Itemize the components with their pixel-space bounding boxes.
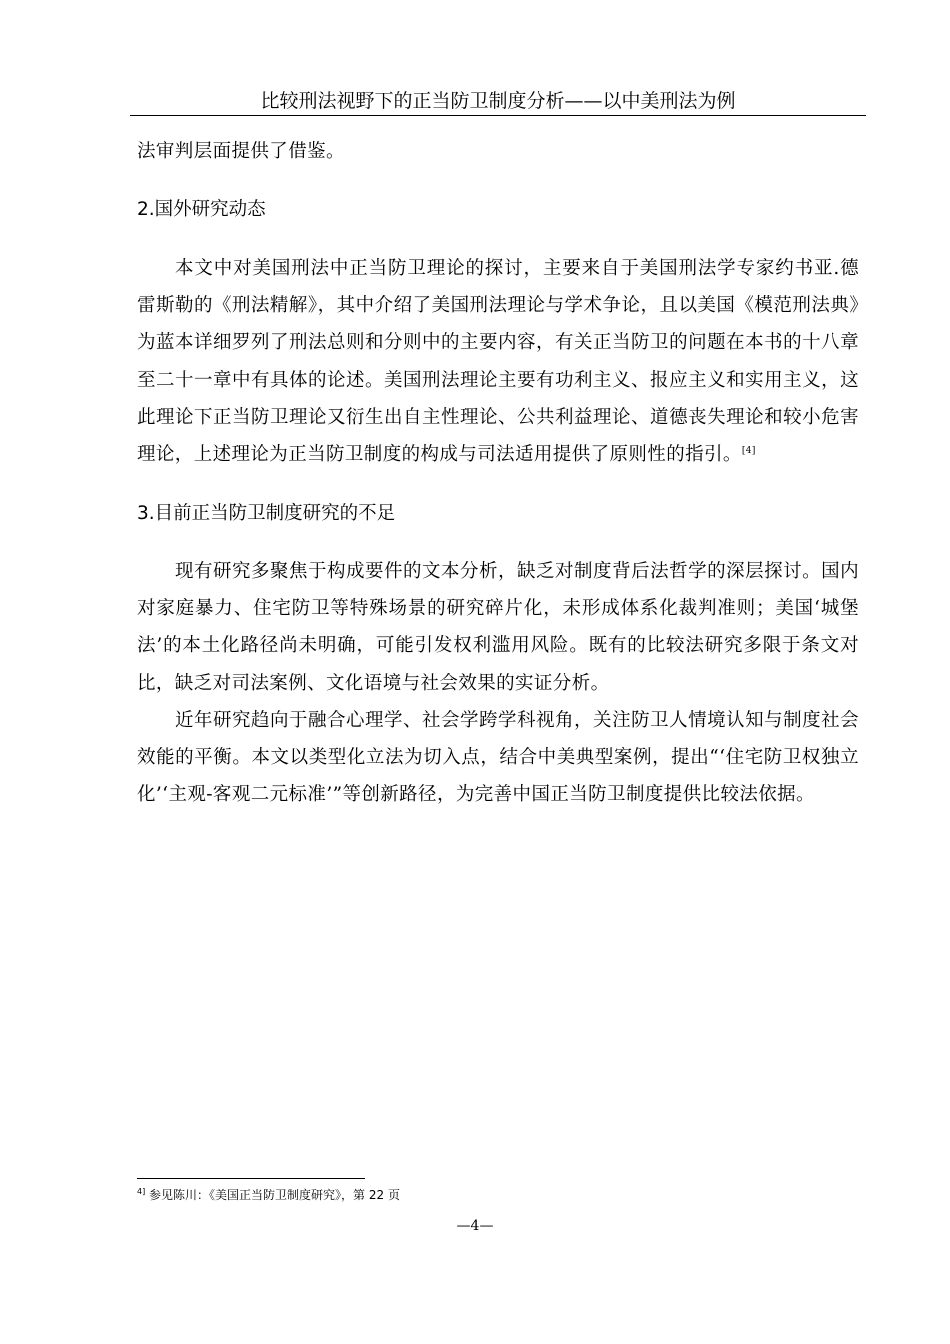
section2-body xyxy=(137,250,859,473)
paragraph-foreign-research-text: 本文中对美国刑法中正当防卫理论的探讨，主要来自于美国刑法学专家约书亚.德雷斯勒的《刑法精解》，其中介绍了美国刑法理论与学术争论，且以美国《模范刑法典》为蓝本详细罗列了刑法总则和分则中的主要内容，有关正当防卫的问题在本书的十八章至二十一章中有具体的论述。美国刑法理论主要有功利主义、报应主义和实用主义，这此理论下正当防卫理论又衍生出自主性理论、公共利益理论、道德丧失理论和较小危害理论，上述理论为正当防卫制度的构成与司法适用提供了原则性的指引。 xyxy=(137,258,859,466)
paragraph-recent-trends: 近年研究趋向于融合心理学、社会学跨学科视角，关注防卫人情境认知与制度社会效能的平衡。本文以类型化立法为切入点，结合中美典型案例，提出“‘住宅防卫权独立化’‘主观-客观二元标准’”等创新路径，为完善中国正当防卫制度提供比较法依据。 xyxy=(137,709,859,806)
continuation-text: 法审判层面提供了借鉴。 xyxy=(137,141,345,162)
section-heading-research-gaps: 3.目前正当防卫制度研究的不足 xyxy=(137,503,396,524)
footnote-text: 参见陈川：《美国正当防卫制度研究》，第 22 页 xyxy=(149,1188,400,1202)
page-number: —4— xyxy=(456,1218,494,1234)
citation-marker[interactable]: [4] xyxy=(741,445,756,456)
footnote-marker: 4] xyxy=(137,1187,146,1196)
continuation-text-block xyxy=(137,133,859,170)
paragraph-foreign-research xyxy=(137,250,859,473)
footnote-rule xyxy=(137,1178,365,1179)
footnote xyxy=(137,1186,400,1204)
header-rule xyxy=(130,115,866,116)
paragraph-research-gaps: 现有研究多聚焦于构成要件的文本分析，缺乏对制度背后法哲学的深层探讨。国内对家庭暴力、住宅防卫等特殊场景的研究碎片化，未形成体系化裁判准则；美国‘城堡法’的本土化路径尚未明确，可能引发权利滥用风险。既有的比较法研究多限于条文对比，缺乏对司法案例、文化语境与社会效果的实证分析。 xyxy=(137,561,859,694)
section3-body xyxy=(137,553,859,813)
section-heading-foreign-research: 2.国外研究动态 xyxy=(137,199,266,220)
running-header: 比较刑法视野下的正当防卫制度分析——以中美刑法为例 xyxy=(260,90,736,112)
